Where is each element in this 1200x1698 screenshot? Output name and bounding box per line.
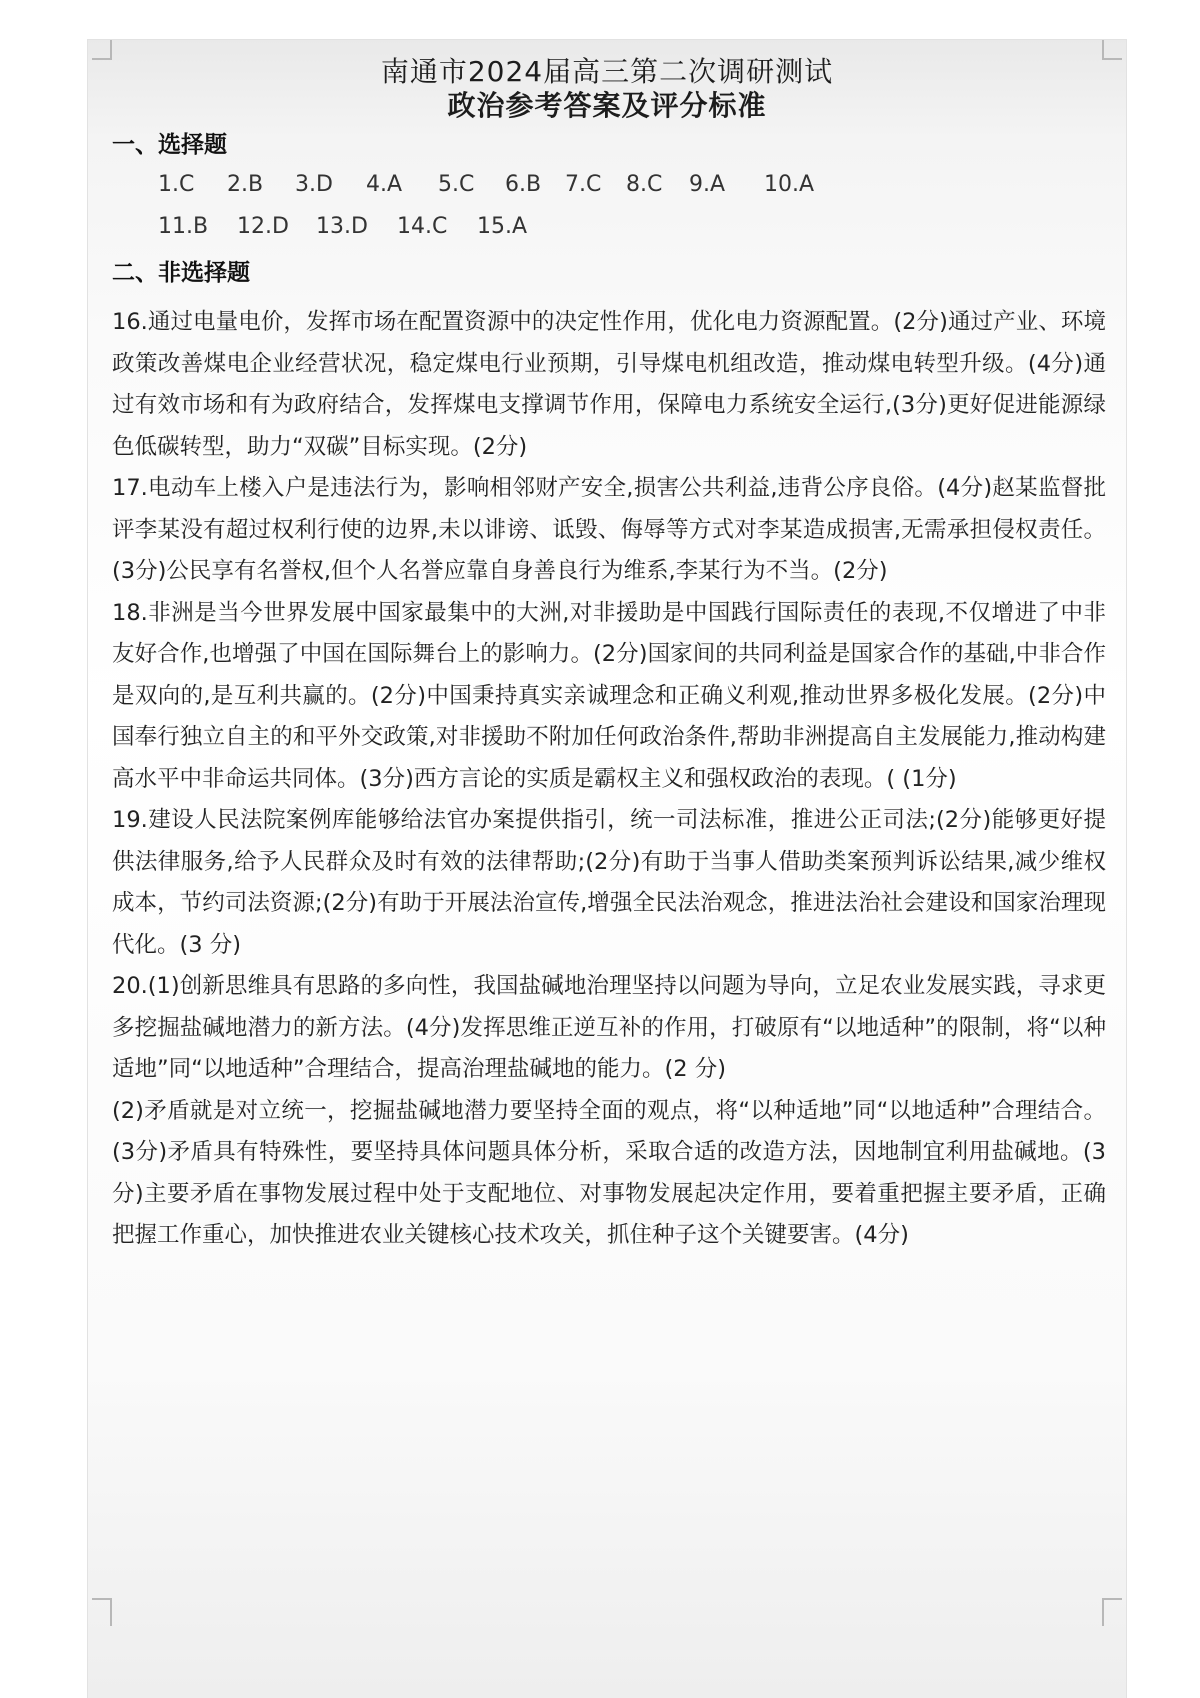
answer-body (112, 302, 1129, 1257)
answer-paragraph-20-1: 20.(1)创新思维具有思路的多向性，我国盐碱地治理坚持以问题为导向，立足农业发展实践，寻求更多挖掘盐碱地潜力的新方法。(4分)发挥思维正逆互补的作用，打破原有“以地适种”的限制，将“以种适地”同“以地适种”合理结合，提高治理盐碱地的能力。(2 分) (112, 973, 1106, 1082)
answer-item: 1.C (158, 172, 195, 197)
answer-item: 9.A (689, 172, 726, 197)
crop-mark-bottom-right (1102, 1598, 1122, 1626)
answer-item: 13.D (316, 214, 368, 239)
crop-mark-bottom-left (92, 1598, 112, 1626)
answer-item: 2.B (227, 172, 264, 197)
answer-item: 7.C (565, 172, 602, 197)
answer-paragraph-17: 17.电动车上楼入户是违法行为，影响相邻财产安全,损害公共利益,违背公序良俗。(4分)赵某监督批评李某没有超过权利行使的边界,未以诽谤、诋毁、侮辱等方式对李某造成损害,无需承担侵权责任。(3分)公民享有名誉权,但个人名誉应靠自身善良行为维系,李某行为不当。(2分) (112, 475, 1106, 584)
answer-item: 10.A (764, 172, 815, 197)
section-heading-non-choice: 二、非选择题 (112, 260, 250, 286)
answer-item: 12.D (237, 214, 289, 239)
answer-item: 6.B (505, 172, 542, 197)
answer-paragraph-20-2: (2)矛盾就是对立统一，挖掘盐碱地潜力要坚持全面的观点，将“以种适地”同“以地适种”合理结合。(3分)矛盾具有特殊性，要坚持具体问题具体分析，采取合适的改造方法，因地制宜利用盐碱地。(3 分)主要矛盾在事物发展过程中处于支配地位、对事物发展起决定作用，要着重把握主要矛盾，正确把握工作重心，加快推进农业关键核心技术攻关，抓住种子这个关键要害。(4分) (112, 1097, 1129, 1248)
answer-paragraph-18: 18.非洲是当今世界发展中国家最集中的大洲,对非援助是中国践行国际责任的表现,不仅增进了中非友好合作,也增强了中国在国际舞台上的影响力。(2分)国家间的共同利益是国家合作的基础,中非合作是双向的,是互利共赢的。(2分)中国秉持真实亲诚理念和正确义利观,推动世界多极化发展。(2分)中国奉行独立自主的和平外交政策,对非援助不附加任何政治条件,帮助非洲提高自主发展能力,推动构建高水平中非命运共同体。(3分)西方言论的实质是霸权主义和强权政治的表现。( (1分) (112, 599, 1106, 792)
document-title: 南通市2024届高三第二次调研测试 (380, 55, 834, 88)
answer-paragraph-16: 16.通过电量电价，发挥市场在配置资源中的决定性作用，优化电力资源配置。(2分)通过产业、环境政策改善煤电企业经营状况，稳定煤电行业预期，引导煤电机组改造，推动煤电转型升级。(4分)通过有效市场和有为政府结合，发挥煤电支撑调节作用，保障电力系统安全运行,(3分)更好促进能源绿色低碳转型，助力“双碳”目标实现。(2分) (112, 309, 1106, 460)
answer-item: 8.C (626, 172, 663, 197)
answer-item: 4.A (366, 172, 403, 197)
document-page (88, 40, 1129, 1698)
answer-row-2 (158, 214, 527, 239)
section-heading-choice: 一、选择题 (112, 132, 227, 158)
answer-item: 3.D (295, 172, 333, 197)
answer-item: 11.B (158, 214, 209, 239)
answer-item: 14.C (397, 214, 448, 239)
document-subtitle: 政治参考答案及评分标准 (447, 89, 767, 122)
answer-item: 5.C (438, 172, 475, 197)
answer-item: 15.A (477, 214, 528, 239)
answer-paragraph-19: 19.建设人民法院案例库能够给法官办案提供指引，统一司法标准，推进公正司法;(2分)能够更好提供法律服务,给予人民群众及时有效的法律帮助;(2分)有助于当事人借助类案预判诉讼结果,减少维权成本，节约司法资源;(2分)有助于开展法治宣传,增强全民法治观念，推进法治社会建设和国家治理现代化。(3 分) (112, 807, 1106, 958)
answer-row-1 (158, 172, 814, 197)
